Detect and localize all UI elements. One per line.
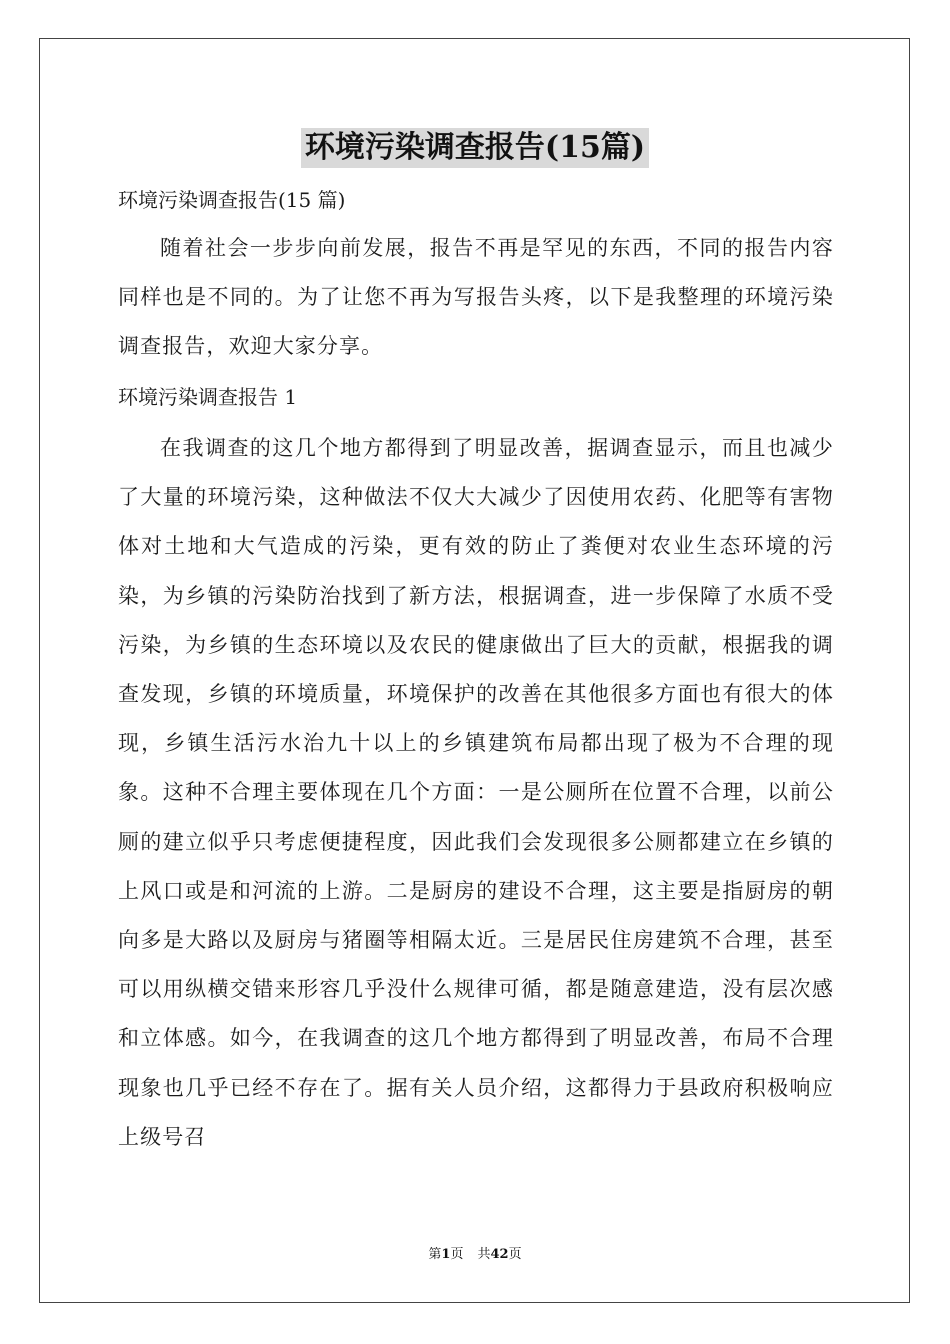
total-pages: 42 [490,1247,509,1262]
title-container [0,128,950,168]
total-prefix: 共 [477,1247,491,1262]
total-suffix: 页 [508,1247,522,1262]
page-footer [0,1246,950,1264]
page-prefix: 第 [428,1247,442,1262]
document-title: 环境污染调查报告(15篇) [301,128,649,168]
page-number: 1 [441,1247,451,1262]
document-subtitle: 环境污染调查报告(15 篇) [118,188,346,212]
page-suffix: 页 [450,1247,464,1262]
section-body-paragraph: 在我调查的这几个地方都得到了明显改善，据调查显示，而且也减少了大量的环境污染，这种做法不仅大大减少了因使用农药、化肥等有害物体对土地和大气造成的污染，更有效的防止了粪便对农业生态环境的污染，为乡镇的污染防治找到了新方法，根据调查，进一步保障了水质不受污染，为乡镇的生态环境以及农民的健康做出了巨大的贡献，根据我的调查发现，乡镇的环境质量，环境保护的改善在其他很多方面也有很大的体现，乡镇生活污水治九十以上的乡镇建筑布局都出现了极为不合理的现象。这种不合理主要体现在几个方面：一是公厕所在位置不合理，以前公厕的建立似乎只考虑便捷程度，因此我们会发现很多公厕都建立在乡镇的上风口或是和河流的上游。二是厨房的建设不合理，这主要是指厨房的朝向多是大路以及厨房与猪圈等相隔太近。三是居民住房建筑不合理，甚至可以用纵横交错来形容几乎没什么规律可循，都是随意建造，没有层次感和立体感。如今，在我调查的这几个地方都得到了明显改善，布局不合理现象也几乎已经不存在了。据有关人员介绍，这都得力于县政府积极响应上级号召 [118,436,834,1149]
section-heading: 环境污染调查报告 1 [118,385,298,409]
intro-paragraph: 随着社会一步步向前发展，报告不再是罕见的东西，不同的报告内容同样也是不同的。为了让您不再为写报告头疼，以下是我整理的环境污染调查报告，欢迎大家分享。 [118,236,834,359]
